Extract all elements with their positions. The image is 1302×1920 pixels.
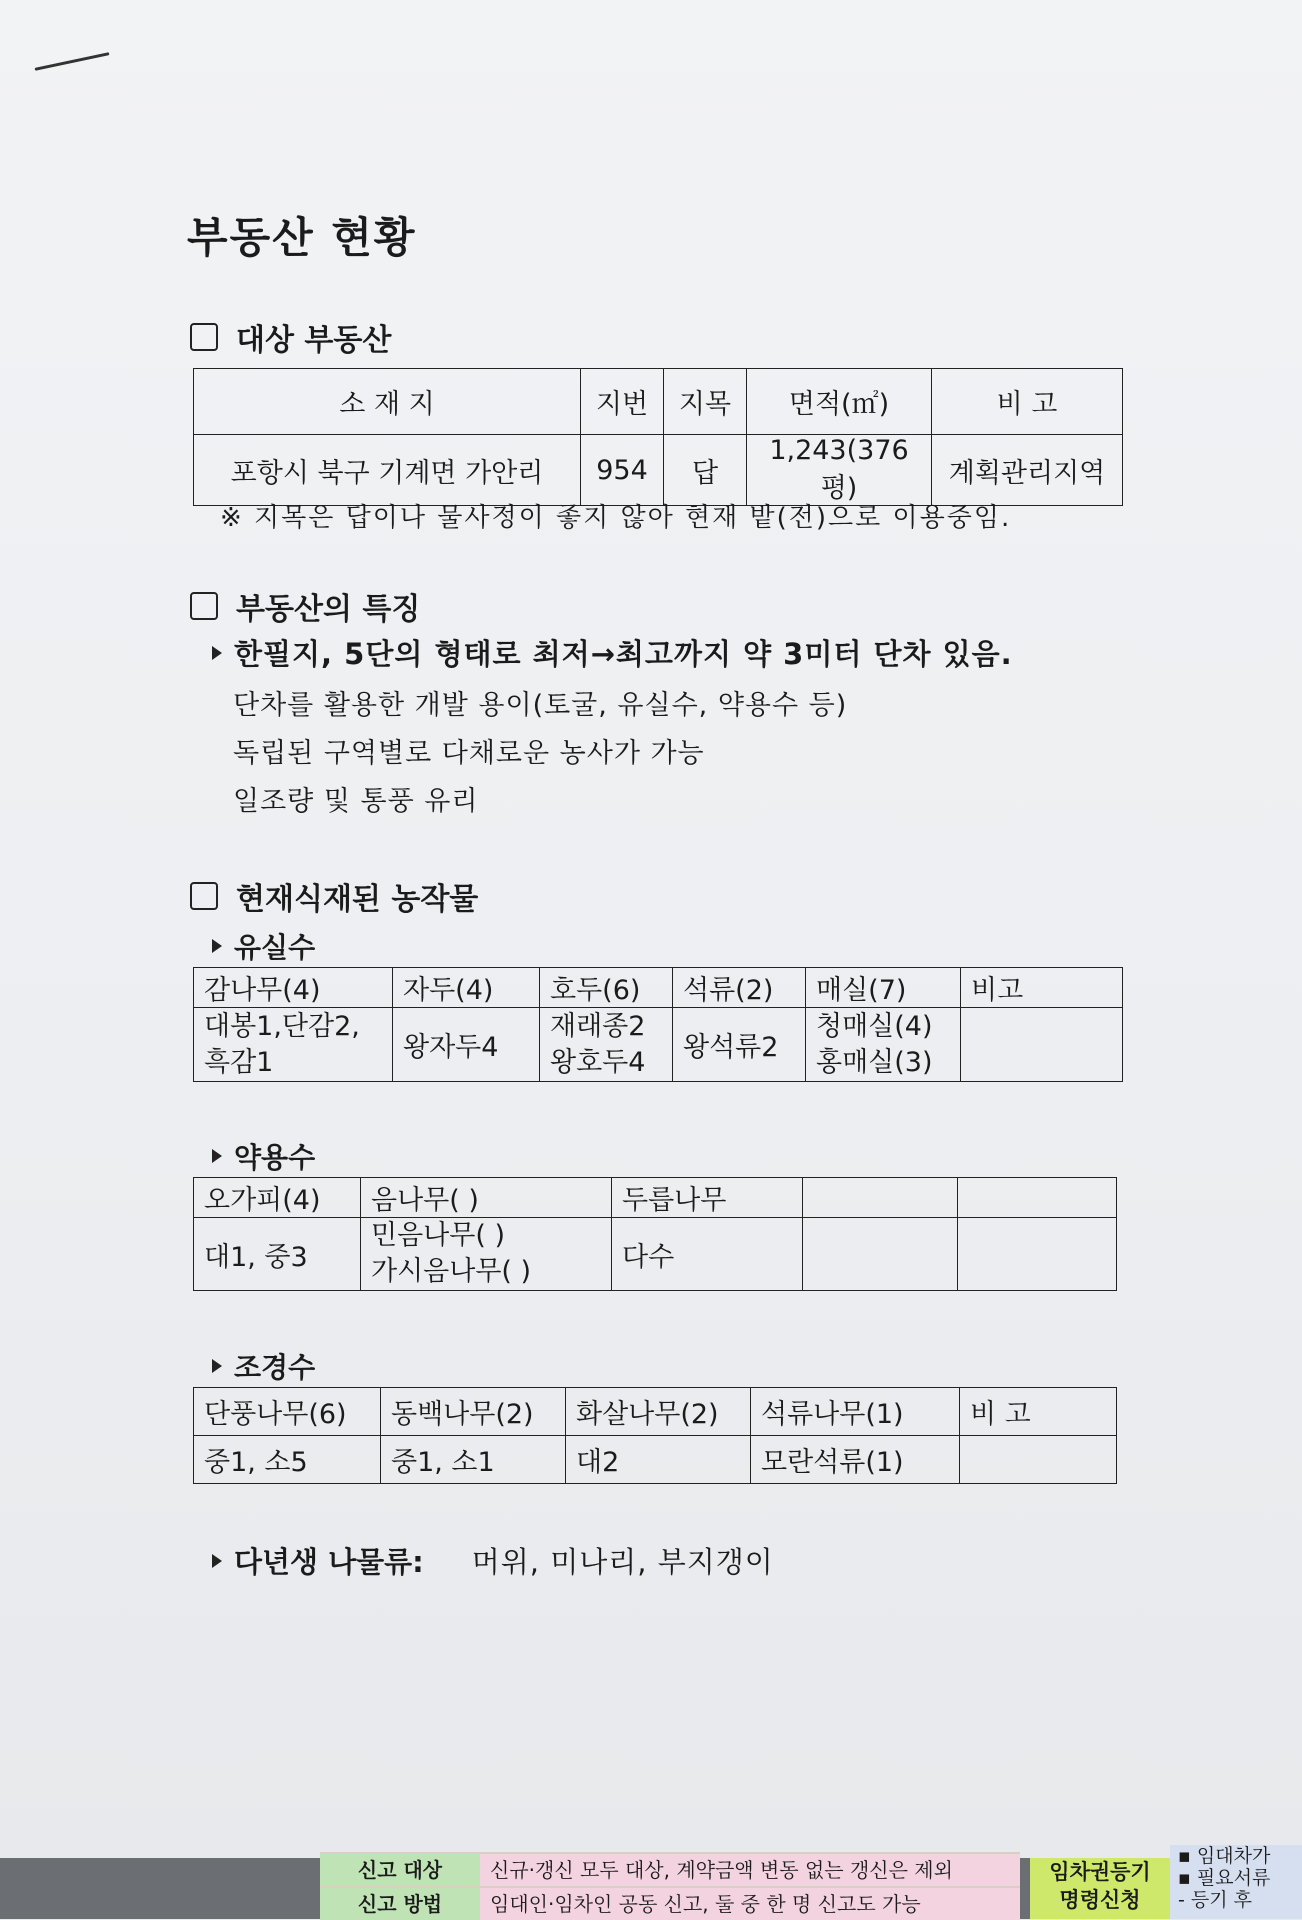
perennial-label: 다년생 나물류: [234, 1545, 424, 1579]
medicinal-cell: 민음나무( ) 가시음나무( ) [361, 1218, 612, 1291]
landscape-header: 동백나무(2) [381, 1388, 566, 1436]
leaflet-key: 신고 대상 [320, 1854, 480, 1886]
leaflet-row [320, 1854, 1020, 1886]
fruit-header: 호두(6) [540, 968, 673, 1008]
landscape-cell [960, 1436, 1117, 1484]
section-features-label: 부동산의 특징 [236, 592, 421, 627]
fruit-cell: 왕석류2 [673, 1008, 806, 1082]
cell-area: 1,243(376평) [747, 435, 932, 506]
medicinal-row [194, 1218, 1117, 1291]
required-docs-box: ▪ 임대차가 ▪ 필요서류 - 등기 후 [1170, 1845, 1302, 1919]
fruit-cell: 청매실(4) 홍매실(3) [806, 1008, 961, 1082]
header-lot-number: 지번 [581, 369, 664, 435]
landscape-trees-heading [212, 1346, 315, 1386]
feature-line: 단차를 활용한 개발 용이(토굴, 유실수, 약용수 등) [233, 690, 848, 721]
header-land-category: 지목 [664, 369, 747, 435]
section-crops-label: 현재식재된 농작물 [236, 882, 479, 917]
triangle-bullet-icon [212, 646, 222, 660]
medicinal-cell: 대1, 중3 [194, 1218, 361, 1291]
triangle-bullet-icon [212, 939, 222, 953]
triangle-bullet-icon [212, 1554, 222, 1568]
medicinal-trees-label: 약용수 [234, 1141, 316, 1174]
property-table-header-row [194, 369, 1123, 435]
landscape-header: 석류나무(1) [751, 1388, 960, 1436]
leaflet-value: 신규·갱신 모두 대상, 계약금액 변동 없는 갱신은 제외 [480, 1854, 1020, 1886]
fruit-header: 매실(7) [806, 968, 961, 1008]
section-features-heading [190, 584, 420, 628]
fruit-cell [961, 1008, 1123, 1082]
checkbox-icon [190, 882, 218, 910]
checkbox-icon [190, 592, 218, 620]
section-crops-heading [190, 874, 478, 918]
header-area: 면적(㎡) [747, 369, 932, 435]
header-location: 소 재 지 [194, 369, 581, 435]
fruit-cell: 재래종2 왕호두4 [540, 1008, 673, 1082]
fruit-cell: 대봉1,단감2, 흑감1 [194, 1008, 393, 1082]
landscape-trees-label: 조경수 [234, 1351, 316, 1384]
fruit-cell: 왕자두4 [393, 1008, 540, 1082]
triangle-bullet-icon [212, 1359, 222, 1373]
leaflet-row [320, 1888, 1020, 1920]
landscape-cell: 중1, 소1 [381, 1436, 566, 1484]
property-table-row [194, 435, 1123, 506]
landscape-header-row [194, 1388, 1117, 1436]
leaflet-key: 신고 방법 [320, 1888, 480, 1920]
medicinal-header: 두릅나무 [612, 1178, 803, 1218]
medicinal-trees-table [193, 1177, 1117, 1291]
medicinal-cell: 다수 [612, 1218, 803, 1291]
fruit-header-row [194, 968, 1123, 1008]
cell-location: 포항시 북구 기계면 가안리 [194, 435, 581, 506]
pen-mark [35, 52, 110, 71]
section-target-label: 대상 부동산 [236, 323, 392, 358]
feature-line: 독립된 구역별로 다채로운 농사가 가능 [233, 738, 705, 769]
cell-remarks: 계획관리지역 [932, 435, 1123, 506]
header-remarks: 비 고 [932, 369, 1123, 435]
fruit-trees-label: 유실수 [234, 931, 316, 964]
section-target-heading [190, 315, 391, 359]
fruit-header: 자두(4) [393, 968, 540, 1008]
fruit-trees-table [193, 967, 1123, 1082]
checkbox-icon [190, 323, 218, 351]
medicinal-trees-heading [212, 1136, 315, 1176]
medicinal-header-row [194, 1178, 1117, 1218]
perennial-value: 머위, 미나리, 부지갱이 [471, 1545, 774, 1579]
fruit-header: 비고 [961, 968, 1123, 1008]
cell-lot-number: 954 [581, 435, 664, 506]
feature-line: 일조량 및 통풍 유리 [233, 786, 479, 817]
landscape-trees-table [193, 1387, 1117, 1484]
landscape-cell: 대2 [566, 1436, 751, 1484]
fruit-row [194, 1008, 1123, 1082]
cell-land-category: 답 [664, 435, 747, 506]
property-table [193, 368, 1123, 506]
landscape-header: 화살나무(2) [566, 1388, 751, 1436]
features-lead-text: 한필지, 5단의 형태로 최저→최고까지 약 3미터 단차 있음. [234, 637, 1013, 671]
landscape-row [194, 1436, 1117, 1484]
landscape-cell: 중1, 소5 [194, 1436, 381, 1484]
medicinal-header: 오가피(4) [194, 1178, 361, 1218]
medicinal-cell [958, 1218, 1117, 1291]
landscape-cell: 모란석류(1) [751, 1436, 960, 1484]
features-lead [212, 632, 1013, 673]
fruit-header: 감나무(4) [194, 968, 393, 1008]
landscape-header: 단풍나무(6) [194, 1388, 381, 1436]
background-leaflet [320, 1852, 1020, 1919]
medicinal-header [958, 1178, 1117, 1218]
perennial-herbs [212, 1540, 774, 1581]
medicinal-header: 음나무( ) [361, 1178, 612, 1218]
medicinal-cell [803, 1218, 958, 1291]
fruit-trees-heading [212, 926, 315, 966]
leaflet-value: 임대인·임차인 공동 신고, 둘 중 한 명 신고도 가능 [480, 1888, 1020, 1920]
triangle-bullet-icon [212, 1149, 222, 1163]
page-title: 부동산 현황 [187, 213, 417, 262]
land-note: ※ 지목은 답이나 물사정이 좋지 않아 현재 밭(전)으로 이용중임. [220, 503, 1012, 533]
fruit-header: 석류(2) [673, 968, 806, 1008]
landscape-header: 비 고 [960, 1388, 1117, 1436]
medicinal-header [803, 1178, 958, 1218]
lease-registration-box: 임차권등기 명령신청 [1030, 1858, 1170, 1919]
